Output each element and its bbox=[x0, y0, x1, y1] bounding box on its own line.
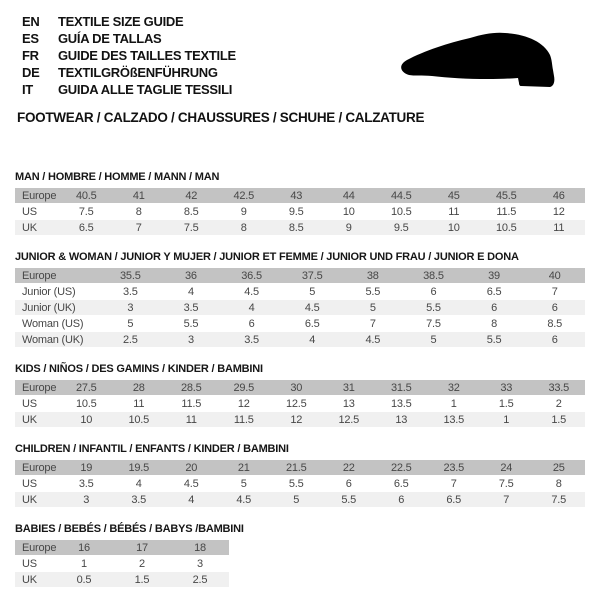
size-value: 7 bbox=[450, 477, 457, 490]
size-value: 6 bbox=[551, 301, 558, 314]
size-value: 42.5 bbox=[233, 189, 255, 202]
size-value: 7.5 bbox=[183, 221, 199, 234]
language-title: GUÍA DE TALLAS bbox=[58, 31, 162, 46]
size-value: 3.5 bbox=[122, 285, 138, 298]
size-value: 21.5 bbox=[285, 461, 307, 474]
size-value: 20 bbox=[185, 461, 198, 474]
size-value: 6 bbox=[248, 317, 255, 330]
kids-row-uk bbox=[15, 412, 585, 427]
size-value: 2.5 bbox=[192, 573, 208, 586]
size-value: 38.5 bbox=[423, 269, 444, 282]
size-value: 5 bbox=[369, 301, 376, 314]
section-title: KIDS / NIÑOS / DES GAMINS / KINDER / BAMBINI bbox=[15, 363, 263, 375]
size-value: 1.5 bbox=[134, 573, 150, 586]
babies-row-us bbox=[15, 556, 229, 571]
size-value: 6.5 bbox=[78, 221, 94, 234]
size-value: 37.5 bbox=[301, 269, 323, 282]
size-value: 13.5 bbox=[443, 413, 465, 426]
size-value: 5 bbox=[430, 333, 437, 346]
size-value: 10.5 bbox=[495, 221, 517, 234]
size-value: 6 bbox=[551, 333, 558, 346]
size-value: 10.5 bbox=[390, 205, 412, 218]
size-value: 4 bbox=[248, 301, 255, 314]
row-label: UK bbox=[22, 413, 37, 426]
size-value: 8.5 bbox=[547, 317, 563, 330]
size-value: 17 bbox=[136, 541, 148, 554]
section-title: JUNIOR & WOMAN / JUNIOR Y MUJER / JUNIOR ET FEMME / JUNIOR UND FRAU / JUNIOR E DONA bbox=[15, 251, 519, 263]
size-value: 6 bbox=[398, 493, 405, 506]
size-value: 9.5 bbox=[288, 205, 304, 218]
size-value: 44.5 bbox=[390, 189, 412, 202]
size-value: 2.5 bbox=[122, 333, 138, 346]
size-value: 4 bbox=[309, 333, 316, 346]
size-value: 6 bbox=[491, 301, 498, 314]
size-value: 21 bbox=[237, 461, 250, 474]
size-value: 7.5 bbox=[78, 205, 94, 218]
row-label: Europe bbox=[22, 381, 57, 394]
row-label: Woman (US) bbox=[22, 317, 84, 330]
size-value: 12.5 bbox=[338, 413, 360, 426]
size-value: 3 bbox=[127, 301, 134, 314]
language-row-en bbox=[22, 13, 236, 30]
size-value: 36.5 bbox=[241, 269, 262, 282]
size-value: 43 bbox=[290, 189, 303, 202]
section-title: MAN / HOMBRE / HOMME / MANN / MAN bbox=[15, 171, 220, 183]
junior-woman-size-table bbox=[15, 268, 585, 347]
size-value: 4 bbox=[135, 477, 142, 490]
size-value: 8 bbox=[555, 477, 562, 490]
size-value: 6.5 bbox=[393, 477, 409, 490]
size-value: 40.5 bbox=[75, 189, 97, 202]
language-title: TEXTILGRÖßENFÜHRUNG bbox=[58, 65, 218, 80]
row-label: Europe bbox=[22, 189, 57, 202]
size-value: 27.5 bbox=[75, 381, 97, 394]
size-value: 0.5 bbox=[76, 573, 92, 586]
size-value: 19 bbox=[80, 461, 93, 474]
man-row-europe bbox=[15, 188, 585, 203]
junior-woman-row-woman-uk bbox=[15, 332, 585, 347]
row-label: US bbox=[22, 477, 37, 490]
language-row-es bbox=[22, 30, 236, 47]
size-value: 35.5 bbox=[120, 269, 141, 282]
size-value: 33 bbox=[500, 381, 513, 394]
dress-shoe-icon bbox=[396, 31, 574, 95]
section-babies bbox=[15, 523, 585, 587]
size-value: 7.5 bbox=[498, 477, 514, 490]
size-value: 1.5 bbox=[498, 397, 514, 410]
babies-row-uk bbox=[15, 572, 229, 587]
size-value: 4.5 bbox=[365, 333, 381, 346]
size-value: 4.5 bbox=[236, 493, 252, 506]
language-title-block bbox=[22, 13, 236, 98]
size-value: 7 bbox=[551, 285, 558, 298]
children-row-us bbox=[15, 476, 585, 491]
kids-row-europe bbox=[15, 380, 585, 395]
size-value: 7 bbox=[503, 493, 510, 506]
size-value: 3 bbox=[187, 333, 194, 346]
language-title: GUIDE DES TAILLES TEXTILE bbox=[58, 48, 236, 63]
size-value: 39 bbox=[488, 269, 500, 282]
size-value: 22 bbox=[342, 461, 355, 474]
size-value: 32 bbox=[447, 381, 460, 394]
size-value: 4.5 bbox=[183, 477, 199, 490]
language-title: GUIDA ALLE TAGLIE TESSILI bbox=[58, 82, 233, 97]
size-value: 12 bbox=[290, 413, 303, 426]
size-value: 8 bbox=[135, 205, 142, 218]
size-value: 46 bbox=[552, 189, 565, 202]
size-value: 10.5 bbox=[128, 413, 150, 426]
size-tables bbox=[15, 171, 585, 600]
junior-woman-row-woman-us bbox=[15, 316, 585, 331]
junior-woman-row-junior-us bbox=[15, 284, 585, 299]
size-value: 30 bbox=[290, 381, 303, 394]
row-label: Junior (US) bbox=[22, 285, 76, 298]
language-title: TEXTILE SIZE GUIDE bbox=[58, 14, 184, 29]
size-value: 40 bbox=[548, 269, 561, 282]
size-value: 10 bbox=[342, 205, 355, 218]
section-junior-woman bbox=[15, 251, 585, 347]
row-label: Woman (UK) bbox=[22, 333, 84, 346]
size-value: 7.5 bbox=[426, 317, 441, 330]
size-value: 6 bbox=[345, 477, 352, 490]
size-value: 12.5 bbox=[285, 397, 307, 410]
language-row-de bbox=[22, 64, 236, 81]
row-label: US bbox=[22, 557, 37, 570]
size-value: 9 bbox=[240, 205, 247, 218]
section-man bbox=[15, 171, 585, 235]
children-size-table bbox=[15, 460, 585, 507]
man-size-table bbox=[15, 188, 585, 235]
size-value: 23.5 bbox=[443, 461, 465, 474]
size-value: 42 bbox=[185, 189, 198, 202]
size-value: 28 bbox=[132, 381, 145, 394]
size-value: 7.5 bbox=[551, 493, 567, 506]
man-row-uk bbox=[15, 220, 585, 235]
size-value: 19.5 bbox=[128, 461, 150, 474]
language-code: IT bbox=[22, 82, 33, 97]
size-value: 3.5 bbox=[183, 301, 199, 314]
size-value: 28.5 bbox=[180, 381, 202, 394]
size-value: 3.5 bbox=[244, 333, 259, 346]
size-value: 13.5 bbox=[390, 397, 412, 410]
children-row-uk bbox=[15, 492, 585, 507]
size-value: 4.5 bbox=[244, 285, 259, 298]
size-value: 45 bbox=[447, 189, 460, 202]
size-value: 2 bbox=[139, 557, 145, 570]
size-value: 10 bbox=[80, 413, 93, 426]
size-value: 4.5 bbox=[304, 301, 320, 314]
size-value: 38 bbox=[366, 269, 379, 282]
babies-size-table bbox=[15, 540, 229, 587]
babies-row-europe bbox=[15, 540, 229, 555]
size-value: 11.5 bbox=[181, 397, 202, 410]
row-label: UK bbox=[22, 221, 37, 234]
row-label: US bbox=[22, 205, 37, 218]
size-value: 11.5 bbox=[496, 205, 517, 218]
man-row-us bbox=[15, 204, 585, 219]
row-label: Junior (UK) bbox=[22, 301, 76, 314]
size-value: 1.5 bbox=[551, 413, 567, 426]
size-value: 10.5 bbox=[75, 397, 97, 410]
size-value: 6.5 bbox=[486, 285, 502, 298]
size-value: 13 bbox=[342, 397, 355, 410]
size-value: 25 bbox=[552, 461, 565, 474]
junior-woman-row-europe bbox=[15, 268, 585, 283]
size-value: 6.5 bbox=[446, 493, 462, 506]
section-title: BABIES / BEBÉS / BÉBÉS / BABYS /BAMBINI bbox=[15, 523, 244, 535]
size-value: 13 bbox=[395, 413, 408, 426]
junior-woman-row-junior-uk bbox=[15, 300, 585, 315]
size-value: 8.5 bbox=[288, 221, 304, 234]
size-value: 11.5 bbox=[233, 413, 254, 426]
section-kids bbox=[15, 363, 585, 427]
size-value: 5 bbox=[127, 317, 134, 330]
size-value: 5.5 bbox=[365, 285, 381, 298]
size-value: 8 bbox=[491, 317, 498, 330]
language-code: ES bbox=[22, 31, 39, 46]
size-value: 29.5 bbox=[233, 381, 255, 394]
category-title: FOOTWEAR / CALZADO / CHAUSSURES / SCHUHE / CALZATURE bbox=[17, 110, 425, 125]
size-value: 5.5 bbox=[486, 333, 502, 346]
row-label: UK bbox=[22, 573, 37, 586]
size-value: 5.5 bbox=[426, 301, 441, 314]
size-value: 41 bbox=[132, 189, 145, 202]
size-value: 6 bbox=[430, 285, 437, 298]
row-label: UK bbox=[22, 493, 37, 506]
size-value: 8 bbox=[240, 221, 247, 234]
size-value: 3 bbox=[197, 557, 203, 570]
children-row-europe bbox=[15, 460, 585, 475]
size-value: 8.5 bbox=[183, 205, 199, 218]
size-value: 11 bbox=[133, 397, 145, 410]
size-value: 7 bbox=[135, 221, 142, 234]
size-value: 5 bbox=[293, 493, 300, 506]
size-value: 7 bbox=[369, 317, 376, 330]
size-value: 45.5 bbox=[495, 189, 517, 202]
size-value: 16 bbox=[78, 541, 90, 554]
size-value: 36 bbox=[185, 269, 197, 282]
size-value: 3.5 bbox=[131, 493, 147, 506]
size-value: 24 bbox=[500, 461, 513, 474]
size-value: 10 bbox=[447, 221, 460, 234]
size-value: 3.5 bbox=[78, 477, 94, 490]
size-value: 5.5 bbox=[183, 317, 199, 330]
size-value: 9 bbox=[345, 221, 352, 234]
language-code: FR bbox=[22, 48, 39, 63]
row-label: US bbox=[22, 397, 37, 410]
size-value: 1 bbox=[81, 557, 87, 570]
size-value: 31.5 bbox=[390, 381, 412, 394]
size-value: 5 bbox=[309, 285, 316, 298]
language-code: DE bbox=[22, 65, 40, 80]
section-title: CHILDREN / INFANTIL / ENFANTS / KINDER / BAMBINI bbox=[15, 443, 289, 455]
kids-size-table bbox=[15, 380, 585, 427]
size-value: 9.5 bbox=[393, 221, 409, 234]
size-value: 11 bbox=[553, 221, 565, 234]
language-row-fr bbox=[22, 47, 236, 64]
size-value: 5.5 bbox=[288, 477, 304, 490]
size-value: 18 bbox=[194, 541, 206, 554]
size-value: 5.5 bbox=[341, 493, 357, 506]
size-value: 1 bbox=[503, 413, 510, 426]
row-label: Europe bbox=[22, 269, 57, 282]
kids-row-us bbox=[15, 396, 585, 411]
size-value: 11 bbox=[448, 205, 460, 218]
size-value: 12 bbox=[237, 397, 250, 410]
size-value: 44 bbox=[342, 189, 355, 202]
row-label: Europe bbox=[22, 461, 57, 474]
size-value: 33.5 bbox=[548, 381, 570, 394]
size-value: 22.5 bbox=[390, 461, 412, 474]
size-value: 12 bbox=[552, 205, 565, 218]
language-code: EN bbox=[22, 14, 40, 29]
size-value: 11 bbox=[185, 413, 197, 426]
size-value: 3 bbox=[83, 493, 90, 506]
section-children bbox=[15, 443, 585, 507]
size-value: 4 bbox=[188, 493, 195, 506]
size-value: 4 bbox=[187, 285, 194, 298]
size-value: 6.5 bbox=[304, 317, 320, 330]
language-row-it bbox=[22, 81, 236, 98]
size-value: 5 bbox=[240, 477, 247, 490]
row-label: Europe bbox=[22, 541, 57, 554]
size-value: 2 bbox=[555, 397, 562, 410]
size-value: 1 bbox=[450, 397, 457, 410]
size-value: 31 bbox=[342, 381, 355, 394]
